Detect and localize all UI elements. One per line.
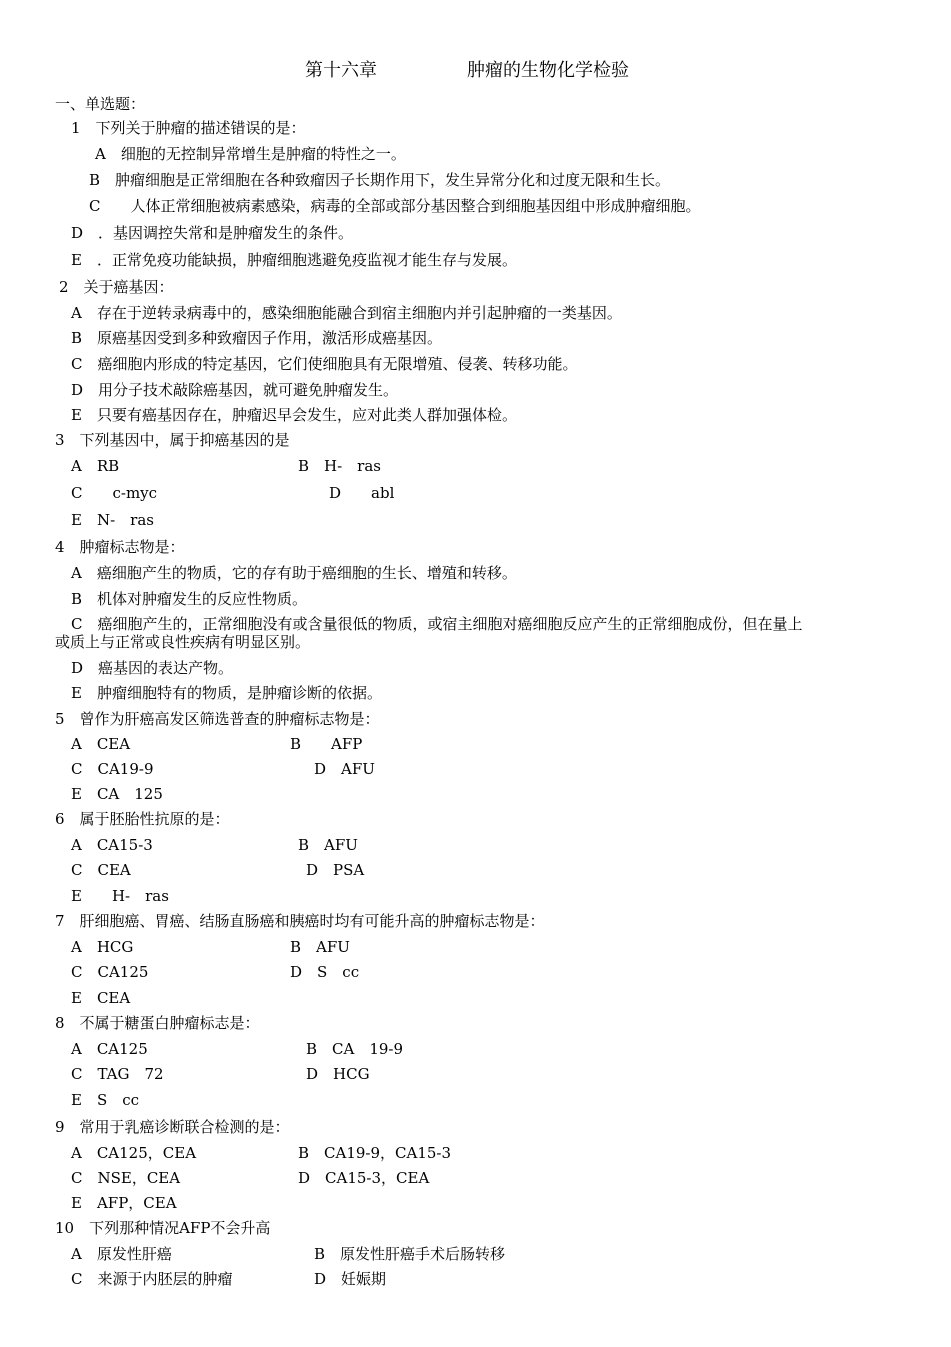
question-7-option-a: A HCG <box>71 938 134 956</box>
question-1-option-a: A 细胞的无控制异常增生是肿瘤的特性之一。 <box>95 145 406 163</box>
question-8-option-e: E S cc <box>71 1091 140 1109</box>
question-6-option-a: A CA15-3 <box>71 836 153 854</box>
question-6-option-d: D PSA <box>306 861 365 879</box>
question-9-option-a: A CA125，CEA <box>71 1144 197 1162</box>
question-4-option-b: B 机体对肿瘤发生的反应性物质。 <box>71 590 308 608</box>
question-8-option-c: C TAG 72 <box>71 1065 164 1083</box>
question-4-option-e: E 肿瘤细胞特有的物质，是肿瘤诊断的依据。 <box>71 684 382 702</box>
question-7-option-c: C CA125 <box>71 963 149 981</box>
question-9-option-e: E AFP，CEA <box>71 1194 177 1212</box>
chapter-number: 第十六章 <box>305 60 377 81</box>
question-1-stem: 1 下列关于肿瘤的描述错误的是： <box>71 119 306 137</box>
question-3-option-c: C c-myc <box>71 484 158 502</box>
question-5-option-b: B AFP <box>290 735 363 753</box>
section-heading: 一、单选题： <box>55 95 146 113</box>
question-1-option-d: D ．基因调控失常和是肿瘤发生的条件。 <box>71 224 354 242</box>
question-4-option-d: D 癌基因的表达产物。 <box>71 659 234 677</box>
question-5-option-e: E CA 125 <box>71 785 163 803</box>
question-4-option-a: A 癌细胞产生的物质，它的存有助于癌细胞的生长、增殖和转移。 <box>71 564 517 582</box>
question-3-stem: 3 下列基因中，属于抑癌基因的是 <box>55 431 290 449</box>
question-2-stem: 2 关于癌基因： <box>59 278 174 296</box>
question-9-option-c: C NSE，CEA <box>71 1169 181 1187</box>
question-6-option-c: C CEA <box>71 861 131 879</box>
question-9-stem: 9 常用于乳癌诊断联合检测的是： <box>55 1118 290 1136</box>
question-5-stem: 5 曾作为肝癌高发区筛选普查的肿瘤标志物是： <box>55 710 380 728</box>
question-1-option-e: E ．正常免疫功能缺损，肿瘤细胞逃避免疫监视才能生存与发展。 <box>71 251 517 269</box>
question-4-option-c: C 癌细胞产生的，正常细胞没有或含量很低的物质，或宿主细胞对癌细胞反应产生的正常细胞成份，但在量上 <box>71 615 803 633</box>
question-10-option-a: A 原发性肝癌 <box>71 1245 172 1263</box>
question-10-option-d: D 妊娠期 <box>314 1270 387 1288</box>
question-7-option-d: D S cc <box>290 963 360 981</box>
question-9-option-b: B CA19-9，CA15-3 <box>298 1144 452 1162</box>
question-6-option-e: E H- ras <box>71 887 169 905</box>
question-2-option-c: C 癌细胞内形成的特定基因，它们使细胞具有无限增殖、侵袭、转移功能。 <box>71 355 578 373</box>
question-1-option-c: C 人体正常细胞被病素感染，病毒的全部或部分基因整合到细胞基因组中形成肿瘤细胞。 <box>89 197 701 215</box>
question-6-option-b: B AFU <box>298 836 358 854</box>
question-8-stem: 8 不属于糖蛋白肿瘤标志是： <box>55 1014 260 1032</box>
question-8-option-d: D HCG <box>306 1065 370 1083</box>
question-9-option-d: D CA15-3，CEA <box>298 1169 430 1187</box>
question-7-option-b: B AFU <box>290 938 350 956</box>
chapter-title: 肿瘤的生物化学检验 <box>467 60 629 81</box>
question-10-option-b: B 原发性肝癌手术后肠转移 <box>314 1245 506 1263</box>
question-7-option-e: E CEA <box>71 989 131 1007</box>
question-5-option-a: A CEA <box>71 735 131 753</box>
question-4-stem: 4 肿瘤标志物是： <box>55 538 185 556</box>
question-3-option-b: B H- ras <box>298 457 381 475</box>
question-7-stem: 7 肝细胞癌、胃癌、结肠直肠癌和胰癌时均有可能升高的肿瘤标志物是： <box>55 912 545 930</box>
question-5-option-d: D AFU <box>314 760 375 778</box>
question-8-option-b: B CA 19-9 <box>306 1040 404 1058</box>
question-2-option-d: D 用分子技术敲除癌基因，就可避免肿瘤发生。 <box>71 381 399 399</box>
question-2-option-a: A 存在于逆转录病毒中的，感染细胞能融合到宿主细胞内并引起肿瘤的一类基因。 <box>71 304 622 322</box>
question-6-stem: 6 属于胚胎性抗原的是： <box>55 810 230 828</box>
question-3-option-e: E N- ras <box>71 511 154 529</box>
question-5-option-c: C CA19-9 <box>71 760 154 778</box>
question-2-option-b: B 原癌基因受到多种致瘤因子作用，激活形成癌基因。 <box>71 329 443 347</box>
question-4-option-c-continued: 或质上与正常或良性疾病有明显区别。 <box>55 633 311 651</box>
question-8-option-a: A CA125 <box>71 1040 148 1058</box>
question-2-option-e: E 只要有癌基因存在，肿瘤迟早会发生，应对此类人群加强体检。 <box>71 406 517 424</box>
question-3-option-d: D abl <box>329 484 395 502</box>
question-10-stem: 10 下列那种情况AFP不会升高 <box>55 1219 271 1237</box>
question-3-option-a: A RB <box>71 457 120 475</box>
question-1-option-b: B 肿瘤细胞是正常细胞在各种致瘤因子长期作用下，发生异常分化和过度无限和生长。 <box>89 171 671 189</box>
question-10-option-c: C 来源于内胚层的肿瘤 <box>71 1270 233 1288</box>
